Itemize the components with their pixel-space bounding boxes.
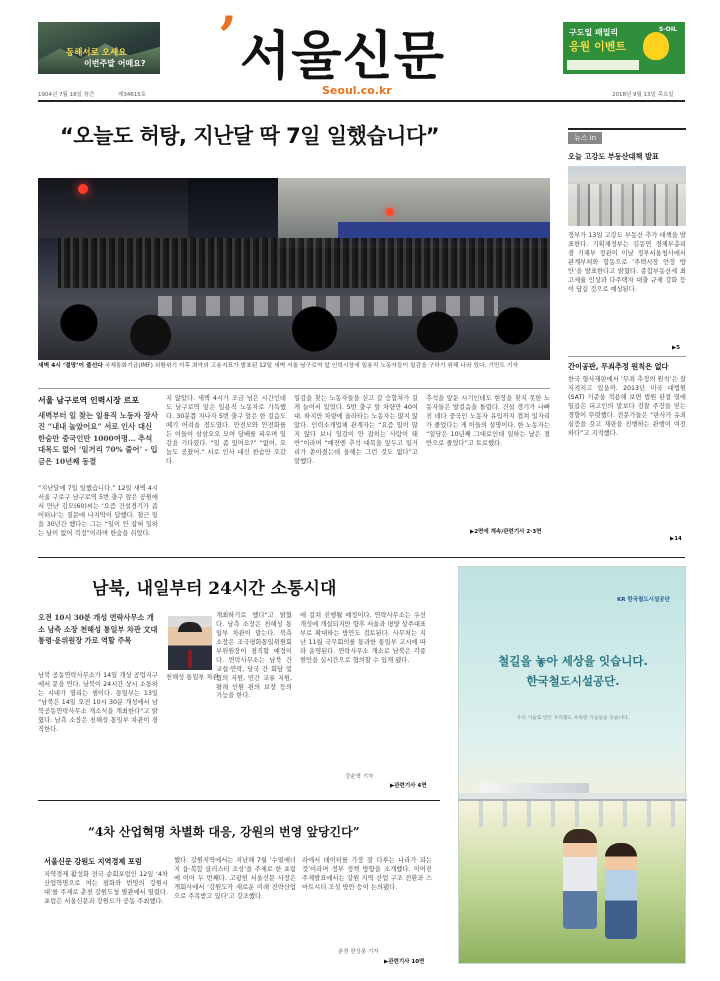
lead-body-col4: 추석을 앞둔 시기인데도 현장을 찾지 못한 노동자들은 발걸음을 돌렸다. 건설 경기가 나빠진 데다 중국인 노동자 유입까지 겹쳐 일자리가 줄었다는 게 이들의 설명이다. 한 노동자는 “일당은 10년째 그대로인데 일하는 날은 절반으로 줄었다”고 토로했다. <box>426 395 550 447</box>
third-body-col2: 했다. 강원지역에서는 지난해 7월 ‘수열에너지 융·복합 클러스터 조성’을 주제로 한 포럼에 이어 두 번째다. 고광헌 서울신문 사장은 개회사에서 ‘강원도가 새로운 미래 전략산업으로 주목받고 있다’고 강조했다. <box>174 857 296 900</box>
person-hair <box>178 622 202 632</box>
lead-continue[interactable]: ▶2면에 계속/관련기사 2·3면 <box>470 529 542 535</box>
masthead-rule <box>38 100 685 102</box>
third-story-box <box>38 800 440 968</box>
section-rule-1 <box>38 557 685 558</box>
left-ad-line2: 이번주말 어때요? <box>84 59 146 68</box>
photo-caption-body: 국제통화기금(IMF) 외환위기 이후 최악의 고용지표가 발표된 12일 새벽 서울 남구로역 앞 인력시장에 일용직 노동자들이 일감을 구하기 위해 나와 있다. <box>104 363 487 369</box>
second-body-col2: 개최하기로 했다”고 밝혔다. 남측 소장은 천해성 통일부 차관이 맡는다. 북측 소장은 조국평화통일위원회 부위원장이 겸직할 예정이다. 연락사무소는 남북 간 교섭·연락, 당국 간 회담 및 협의 지원, 민간 교류 지원, 왕래 인원 편의 보장 등의 기능을 한다. <box>216 612 292 700</box>
founding-date: 1904년 7월 18일 창간 <box>38 92 95 98</box>
third-body-col3: 라에서 데이터를 가장 잘 다루는 나라가 되는 것’이라며 정부 정책 방향을 소개했다. 이어진 주제발표에서는 강원 지역 산업 구조 전환과 스마트시티 조성 방안 등이 논의됐다. <box>302 857 432 891</box>
rail-ad-child-1 <box>563 829 597 929</box>
issue-date: 2018년 9월 13일 목요일 <box>612 92 674 98</box>
photo-red-light-2 <box>386 208 394 216</box>
person-tie <box>188 650 192 668</box>
photo-building-left <box>38 178 188 238</box>
second-credit: 강윤혁 기자 <box>345 774 374 780</box>
lead-photo[interactable] <box>38 178 550 360</box>
rail-ad[interactable] <box>458 566 686 964</box>
news-in-item1-ref[interactable]: ▶5 <box>672 345 681 351</box>
second-person-photo <box>168 616 212 670</box>
rail-ad-slogan1: 철길을 놓아 세상을 잇습니다. <box>498 654 648 668</box>
second-related[interactable]: ▶관련기사 4면 <box>390 783 427 789</box>
lead-divider <box>38 388 550 389</box>
second-body-col3: 에 걸쳐 진행될 예정이다. 연락사무소는 우선 개성에 개설되지만 향후 서울과 평양 상주대표부로 확대하는 방안도 검토된다. 사무처는 지난 11월 국무회의를 통과한 통일부 고시에 따라 운영된다. 연락사무소 개소로 남북은 각종 현안을 실시간으로 협의할 수 있게 됐다. <box>300 612 426 664</box>
third-credit: 춘천 한상봉 기자 <box>338 949 379 955</box>
left-ad-line1: 동해서로 오세요 <box>66 48 127 58</box>
lead-body-col2: 지 않았다. 새벽 4시가 조금 넘은 시간인데도 남구로역 앞은 일용직 노동자로 가득했다. 30분쯤 지나자 5번 출구 앞은 한 걸음도 떼기 어려울 정도였다. 안전모와 안전화를 든 이들이 삼삼오오 모여 담배를 피우며 일감을 기다렸다. “일 좀 있어요?” “없어, 오늘도 공쳤어.” 서로 인사 대신 한숨만 오갔다. <box>166 395 286 465</box>
photo-credit: 기민도 기자 <box>488 363 519 369</box>
news-in-box <box>568 128 686 552</box>
second-body-col1: 남북 공동연락사무소가 14일 개성 공업지구에서 문을 연다. 남북이 24시간 상시 소통하는 시대가 열리는 셈이다. 통일부는 13일 “남북은 14일 오전 10시 30분 개성에서 남북공동연락사무소 개소식을 개최한다”고 밝혔다. 남측 소장은 천해성 통일부 차관이 겸직한다. <box>38 672 158 733</box>
lead-body-col1: “지난달에 7일 일했습니다.” 12일 새벽 4시 서울 구로구 남구로역 5번 출구 앞은 공원에서 만난 김모(60)씨는 ‘요즘 건설경기가 좀 어떠냐’는 질문에 나지막이 답했다. 철근 일을 30년간 했다는 그는 “일이 안 잡혀 일하는 날이 없어 걱정”이라며 한숨을 쉬었다. <box>38 485 158 537</box>
second-person-caption: 천해성 통일부 차관 <box>166 674 219 681</box>
apartment-blocks <box>568 184 686 226</box>
lead-body-col3: 일감을 찾는 노동자들을 싣고 갈 승합차가 길게 늘어서 있었다. 5번 출구 앞 차량만 40여 대. 하지만 차량에 올라타는 노동자는 많지 않았다. 인력소개업체 관계자는 “요즘 일이 많지 않다 보니 일감이 안 잡히는 사람이 태반”이라며 “예전엔 추석 대목을 앞두고 일거리가 쏟아졌는데 올해는 그런 것도 없다”고 말했다. <box>294 395 418 465</box>
news-in-divider <box>568 356 686 357</box>
photo-caption <box>38 362 550 384</box>
news-in-photo <box>568 166 686 226</box>
right-ad-brand: S-OIL <box>659 26 677 33</box>
lead-deck: 새벽부터 일 찾는 일용직 노동자 장사진 “내내 놀았어요” 서로 인사 대신 한숨만 중국인만 1000여명… 추석 대목도 없어 ‘일거리 70% 줄어’ - 입금은 10년째 동결 <box>38 411 158 466</box>
news-in-item2-ref[interactable]: ▶14 <box>670 536 682 542</box>
brand-logo[interactable] <box>216 4 506 87</box>
news-in-item1-body: 정부가 13일 고강도 부동산 추가 대책을 발표한다. 기획재정부는 김동연 경제부총리 겸 기재부 장관이 이날 정부서울청사에서 관계부처와 합동으로 ‘주택시장 안정 방안’을 발표한다고 밝혔다. 종합부동산세 최고세율 인상과 다주택자 대출 규제 강화 등이 담길 것으로 예상된다. <box>568 232 686 293</box>
news-in-tag: 뉴스 in <box>568 132 602 144</box>
rail-ad-logo: KR 한국철도시설공단 <box>617 597 670 603</box>
rail-ad-pillars <box>459 801 687 827</box>
ad-footer-strip <box>567 60 639 70</box>
photo-red-light <box>78 184 88 194</box>
third-related[interactable]: ▶관련기사 10면 <box>384 959 425 965</box>
mascot-icon <box>643 32 669 60</box>
rail-ad-child-2 <box>605 843 637 939</box>
third-kicker: 서울신문 강원도 지역경제 포럼 <box>44 857 142 866</box>
third-body-col1: 지역경제 활성화 전국 순회포럼인 12일 ‘4차 산업혁명으로 여는 평화와 번영의 강원시대’를 주제로 춘천 강원도청 별관에서 열렸다. 포럼은 서울신문과 강원도가 공동 주최했다. <box>44 871 168 905</box>
photo-crowd-far <box>58 238 550 288</box>
second-deck: 오전 10시 30분 개성 연락사무소 개소 남측 소장 천해성 통일부 차관 文대통령·윤위원장 가로 역할 주목 <box>38 613 158 646</box>
brand-site[interactable]: Seoul.co.kr <box>322 84 392 97</box>
lead-headline[interactable]: “오늘도 허탕, 지난달 딱 7일 일했습니다” <box>60 124 440 148</box>
news-in-item2-body: 한국 형사재판에서 ‘무죄 추정의 원칙’은 잘 지켜지고 있을까. 2013년 미국 대법원(SAT) 기준을 적용해 보면 법원 판결 열에 일곱은 피고인의 말보다 검찰 주장을 믿는 경향이 뚜렷했다. 전문가들은 “판사가 유죄 심증을 갖고 재판을 진행하는 관행이 여전하다”고 지적했다. <box>568 376 686 437</box>
third-headline[interactable]: “4차 산업혁명 차별화 대응, 강원의 번영 앞당긴다” <box>88 825 360 839</box>
rail-ad-small: 우리 기술로 만든 우리철도 우뚝한 기술들을 잇습니다. <box>516 716 630 721</box>
brand-apostrophe: ’ <box>218 4 237 68</box>
issue-number: 제34615호 <box>118 92 147 98</box>
right-ad-line2: 응원 이벤트 <box>569 40 626 53</box>
rail-ad-slogan2: 한국철도시설공단. <box>526 674 620 688</box>
rail-ad-bridge <box>459 793 687 801</box>
news-in-item1-title[interactable]: 오늘 고강도 부동산대책 발표 <box>568 152 659 161</box>
second-headline[interactable]: 남북, 내일부터 24시간 소통시대 <box>92 579 337 599</box>
masthead-right-ad[interactable] <box>563 22 685 74</box>
brand-title: 서울신문 <box>240 27 445 87</box>
right-ad-line1: 구도일 패밀리 <box>569 28 619 37</box>
photo-crowd-near <box>38 298 550 360</box>
masthead-left-ad[interactable] <box>38 22 160 74</box>
lead-kicker: 서울 남구로역 인력시장 르포 <box>38 396 140 405</box>
second-body-col2b <box>166 674 292 768</box>
photo-caption-title: 새벽 4시 ‘절망’이 줄선다 <box>38 363 103 369</box>
news-in-item2-title[interactable]: 간이공판, 무죄추정 원칙은 없다 <box>568 362 669 371</box>
rail-ad-train <box>479 783 589 793</box>
